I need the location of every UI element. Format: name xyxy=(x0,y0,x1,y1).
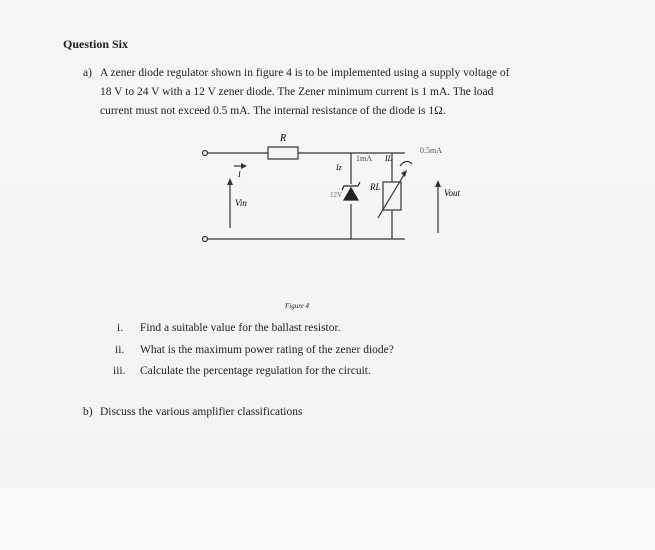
item-1-num: i. xyxy=(117,322,124,334)
item-1-text: Find a suitable value for the ballast resistor. xyxy=(140,322,341,334)
item-2-text: What is the maximum power rating of the zener diode? xyxy=(140,344,394,356)
label-vin: Vin xyxy=(235,198,247,208)
label-vout: Vout xyxy=(444,188,461,198)
figure-caption: Figure 4 xyxy=(285,302,310,310)
question-heading: Question Six xyxy=(63,37,129,51)
zener-regulator-circuit xyxy=(190,128,470,258)
part-b-text: Discuss the various amplifier classifications xyxy=(100,406,303,418)
label-1ma: 1mA xyxy=(356,154,372,163)
part-a-line-2: 18 V to 24 V with a 12 V zener diode. The Zener minimum current is 1 mA. The load xyxy=(100,86,494,98)
label-i: I xyxy=(238,170,241,179)
part-a-line-1: A zener diode regulator shown in figure 4 is to be implemented using a supply voltage of xyxy=(100,67,510,79)
label-r: R xyxy=(279,133,287,144)
part-b-label: b) xyxy=(83,406,93,418)
item-3-num: iii. xyxy=(113,365,126,377)
part-a-label: a) xyxy=(83,67,92,79)
label-il: IL xyxy=(385,154,393,163)
item-2-num: ii. xyxy=(115,344,125,356)
label-iz: Iz xyxy=(336,163,342,172)
label-0-5ma: 0.5mA xyxy=(420,146,442,155)
item-3-text: Calculate the percentage regulation for the circuit. xyxy=(140,365,371,377)
part-a-line-3: current must not exceed 0.5 mA. The internal resistance of the diode is 1Ω. xyxy=(100,105,446,117)
label-12v: 12V xyxy=(330,191,343,199)
label-rl: RL xyxy=(370,182,381,192)
background-area xyxy=(0,488,655,550)
